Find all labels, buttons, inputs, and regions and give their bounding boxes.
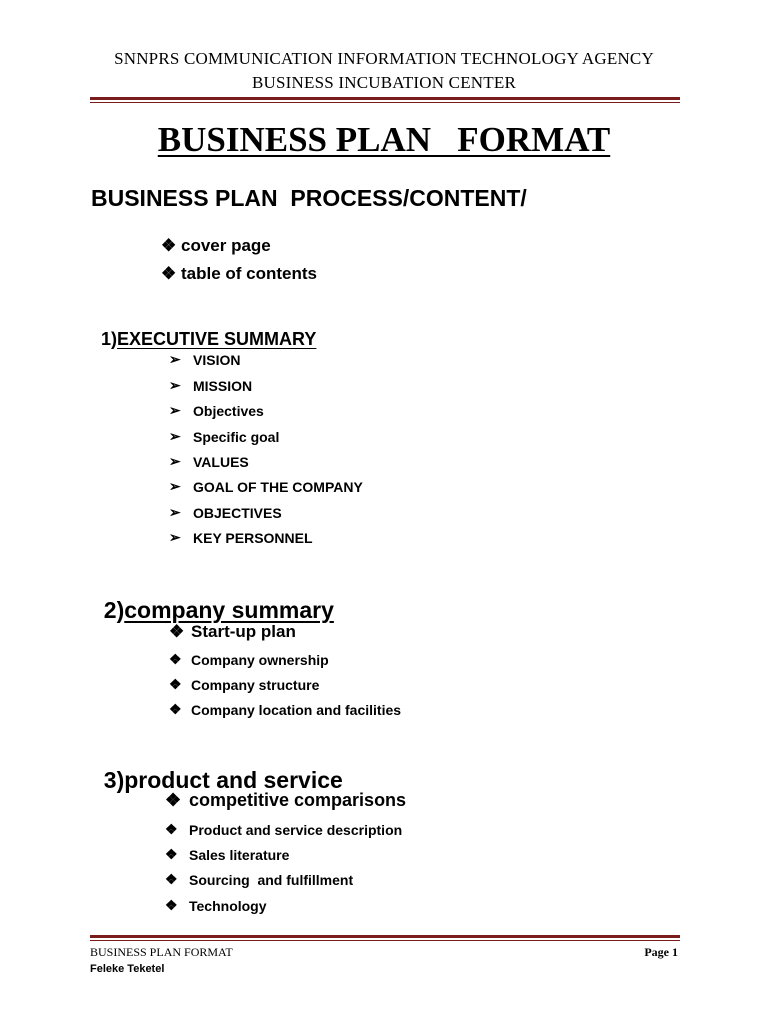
list-item-label: Company structure: [191, 676, 320, 693]
list-item: [169, 402, 264, 419]
section-heading-product-and-service: [91, 740, 343, 794]
list-item-label: VISION: [193, 351, 241, 368]
arrow-bullet-icon: ➢: [169, 402, 181, 418]
section-title: EXECUTIVE SUMMARY: [117, 329, 317, 349]
diamond-bullet-icon: ❖: [165, 897, 178, 913]
list-item-label: VALUES: [193, 453, 249, 470]
list-item: [165, 871, 353, 888]
list-item: [169, 351, 240, 368]
diamond-bullet-icon: ❖: [165, 821, 178, 837]
footer-rule: [90, 935, 680, 941]
list-item-label: MISSION: [193, 377, 253, 394]
diamond-bullet-icon: ❖: [165, 846, 178, 862]
list-item: [169, 701, 401, 718]
list-item-label: Product and service description: [189, 821, 403, 838]
arrow-bullet-icon: ➢: [169, 504, 181, 520]
arrow-bullet-icon: ➢: [169, 428, 181, 444]
list-item-label: Objectives: [193, 402, 264, 419]
section-heading-company-summary: [91, 570, 334, 624]
list-item-label: Start-up plan: [191, 622, 296, 641]
list-item: [165, 846, 289, 863]
list-item: [169, 504, 282, 521]
diamond-bullet-icon: ❖: [161, 236, 177, 255]
arrow-bullet-icon: ➢: [169, 377, 181, 393]
section-number: 2): [103, 597, 125, 623]
section-number: 1): [101, 329, 118, 349]
list-item-label: Sales literature: [189, 846, 290, 863]
arrow-bullet-icon: ➢: [169, 529, 181, 545]
section-title: product and service: [124, 767, 343, 793]
footer-page-number: Page 1: [644, 945, 678, 959]
list-item: [169, 622, 296, 642]
list-item-label: Sourcing and fulfillment: [189, 871, 354, 888]
section-title: company summary: [124, 597, 334, 623]
diamond-bullet-icon: ❖: [169, 676, 182, 692]
list-item-label: competitive comparisons: [189, 790, 407, 810]
diamond-bullet-icon: ❖: [169, 622, 185, 641]
list-item: [165, 821, 402, 838]
header-rule: [90, 97, 680, 103]
section-number: 3): [103, 767, 125, 793]
list-item-label: Specific goal: [193, 428, 280, 445]
list-item-label: KEY PERSONNEL: [193, 529, 313, 546]
diamond-bullet-icon: ❖: [165, 871, 178, 887]
process-heading: BUSINESS PLAN PROCESS/CONTENT/: [91, 185, 527, 211]
list-item: [169, 428, 279, 445]
footer-author: Feleke Teketel: [90, 963, 165, 975]
diamond-bullet-icon: ❖: [161, 264, 177, 283]
list-item: [169, 676, 319, 693]
arrow-bullet-icon: ➢: [169, 351, 181, 367]
list-item-label: Technology: [189, 897, 267, 914]
list-item-label: GOAL OF THE COMPANY: [193, 478, 363, 495]
section-heading-executive-summary: [91, 308, 316, 350]
list-item: [169, 478, 363, 495]
list-item: [169, 453, 249, 470]
list-item-label: table of contents: [181, 264, 318, 283]
diamond-bullet-icon: ❖: [169, 701, 182, 717]
list-item: [161, 236, 271, 256]
arrow-bullet-icon: ➢: [169, 453, 181, 469]
list-item: [169, 651, 329, 668]
list-item: [161, 264, 317, 284]
list-item: [165, 790, 406, 811]
arrow-bullet-icon: ➢: [169, 478, 181, 494]
list-item: [169, 377, 252, 394]
list-item-label: OBJECTIVES: [193, 504, 282, 521]
list-item-label: cover page: [181, 236, 271, 255]
list-item: [165, 897, 267, 914]
diamond-bullet-icon: ❖: [169, 651, 182, 667]
document-title: BUSINESS PLAN FORMAT: [157, 120, 611, 159]
diamond-bullet-icon: ❖: [165, 790, 182, 810]
header-agency-name: SNNPRS COMMUNICATION INFORMATION TECHNOLOGY AGENCY: [114, 49, 654, 68]
list-item-label: Company location and facilities: [191, 701, 402, 718]
footer-document-name: BUSINESS PLAN FORMAT: [90, 945, 233, 959]
list-item: [169, 529, 313, 546]
header-center-name: BUSINESS INCUBATION CENTER: [252, 73, 516, 92]
list-item-label: Company ownership: [191, 651, 329, 668]
